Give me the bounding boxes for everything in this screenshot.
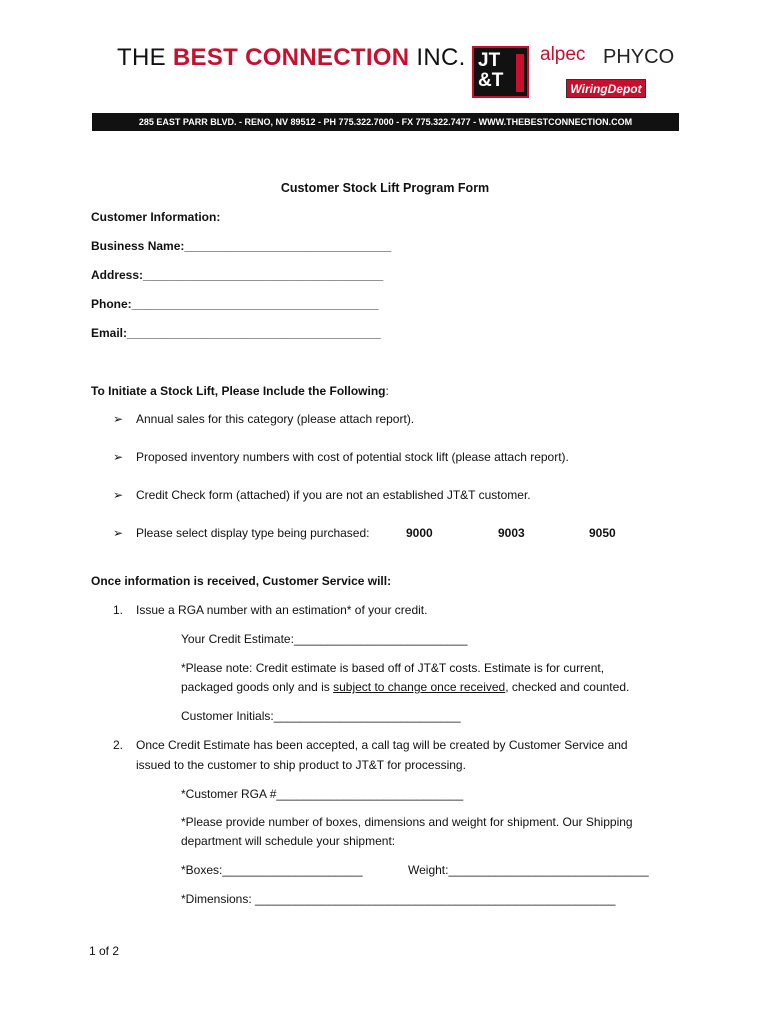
credit-estimate-field[interactable]: Your Credit Estimate:__________________________ xyxy=(181,632,468,646)
business-name-field[interactable]: Business Name:_______________________________ xyxy=(91,239,392,253)
step-2-line-1: Once Credit Estimate has been accepted, a call tag will be created by Customer Service and xyxy=(136,738,628,752)
customer-initials-field[interactable]: Customer Initials:____________________________ xyxy=(181,709,461,723)
credit-note-underlined: subject to change once received xyxy=(333,680,506,694)
address-bar: 285 EAST PARR BLVD. - RENO, NV 89512 - PH 775.322.7000 - FX 775.322.7477 - WWW.THEBESTCONNECTION.COM xyxy=(92,113,679,131)
company-logo xyxy=(117,44,466,72)
form-title: Customer Stock Lift Program Form xyxy=(280,181,490,195)
jtt-logo-text: JT &T xyxy=(478,50,504,91)
requirements-heading-colon: : xyxy=(385,384,389,398)
brand-best: BEST xyxy=(172,44,239,71)
requirement-item: Credit Check form (attached) if you are not an established JT&T customer. xyxy=(136,488,531,502)
step-1-number: 1. xyxy=(113,603,124,617)
boxes-field[interactable]: *Boxes:_____________________ xyxy=(181,863,363,877)
requirements-heading-text: To Initiate a Stock Lift, Please Include the Following xyxy=(91,384,386,398)
customer-info-heading: Customer Information: xyxy=(91,210,221,224)
page-number: 1 of 2 xyxy=(89,944,120,958)
credit-note-line-2 xyxy=(181,680,629,695)
phyco-logo: PHYCO xyxy=(603,46,675,68)
bullet-arrow-icon: ➢ xyxy=(113,488,124,502)
bullet-arrow-icon: ➢ xyxy=(113,526,124,540)
customer-rga-field[interactable]: *Customer RGA #____________________________ xyxy=(181,787,464,801)
phone-field[interactable]: Phone:_____________________________________ xyxy=(91,297,379,311)
jtt-logo xyxy=(472,46,529,98)
brand-connection: CONNECTION xyxy=(245,44,410,71)
step-2-line-2: issued to the customer to ship product to JT&T for processing. xyxy=(136,758,466,772)
bullet-arrow-icon: ➢ xyxy=(113,412,124,426)
step-2-number: 2. xyxy=(113,738,124,752)
credit-note-text-end: , checked and counted. xyxy=(505,680,630,694)
weight-field[interactable]: Weight:______________________________ xyxy=(408,863,649,877)
shipment-instructions-line-2: department will schedule your shipment: xyxy=(181,834,396,848)
brand-inc: INC. xyxy=(409,44,466,71)
display-type-9050[interactable]: 9050 xyxy=(589,526,616,540)
shipment-instructions-line-1: *Please provide number of boxes, dimensions and weight for shipment. Our Shipping xyxy=(181,815,633,829)
display-type-9000[interactable]: 9000 xyxy=(406,526,433,540)
credit-note-text: packaged goods only and is xyxy=(181,680,334,694)
requirement-item: Please select display type being purchased: xyxy=(136,526,370,540)
step-1-text: Issue a RGA number with an estimation* of your credit. xyxy=(136,603,428,617)
bullet-arrow-icon: ➢ xyxy=(113,450,124,464)
jtt-logo-stripe xyxy=(516,54,524,92)
email-field[interactable]: Email:______________________________________ xyxy=(91,326,381,340)
alpec-logo: alpec xyxy=(540,44,586,65)
requirements-heading xyxy=(91,384,389,399)
brand-the: THE xyxy=(117,44,173,71)
address-field[interactable]: Address:____________________________________ xyxy=(91,268,384,282)
credit-note-line-1: *Please note: Credit estimate is based off of JT&T costs. Estimate is for current, xyxy=(181,661,605,675)
wiring-depot-logo: WiringDepot xyxy=(566,79,646,98)
display-type-9003[interactable]: 9003 xyxy=(498,526,525,540)
requirement-item: Annual sales for this category (please attach report). xyxy=(136,412,415,426)
requirement-item: Proposed inventory numbers with cost of potential stock lift (please attach report). xyxy=(136,450,569,464)
dimensions-field[interactable]: *Dimensions: ______________________________________________________ xyxy=(181,892,616,906)
service-heading: Once information is received, Customer Service will: xyxy=(91,574,392,588)
